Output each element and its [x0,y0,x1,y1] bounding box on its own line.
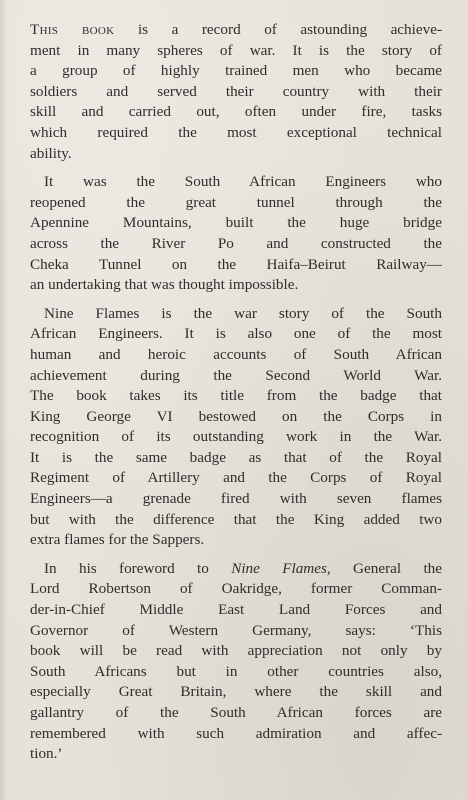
text-line: Cheka Tunnel on the Haifa–Beirut Railway— [30,255,442,273]
text-line: This book is a record of astounding achieve- [30,21,442,38]
text-line: It is the same badge as that of the Royal [30,448,442,466]
paragraph-3 [30,304,442,551]
text-line: South Africans but in other countries also, [30,662,442,680]
text-line: The book takes its title from the badge that [30,387,442,405]
text-line: In his foreword to Nine Flames, General the [44,559,442,577]
text-line: Regiment of Artillery and the Corps of Royal [30,469,442,487]
text-line: human and heroic accounts of South African [30,345,442,363]
text-line: across the River Po and constructed the [30,234,442,252]
text-line: extra flames for the Sappers. [30,531,205,549]
text-line: an undertaking that was thought impossible. [30,276,299,294]
text-line: achievement during the Second World War. [30,366,442,384]
text-line: Nine Flames is the war story of the South [44,304,442,322]
text-line: It was the South African Engineers who [44,173,442,191]
text-line: recognition of its outstanding work in the War. [30,428,442,446]
text-line: Apennine Mountains, built the huge bridge [30,214,442,232]
text-line: skill and carried out, often under fire, tasks [30,103,442,121]
text-line: a group of highly trained men who became [30,62,442,80]
text-line: King George VI bestowed on the Corps in [30,407,442,425]
book-jacket-text [30,20,442,790]
page-edge-shadow [0,0,8,800]
text-line: book will be read with appreciation not only by [30,642,442,660]
text-line: reopened the great tunnel through the [30,193,442,211]
paragraph-2 [30,172,442,296]
paragraph-1 [30,20,442,164]
text-line: ment in many spheres of war. It is the story of [30,41,442,59]
text-line: Lord Robertson of Oakridge, former Comman- [30,580,442,598]
text-line: Engineers—a grenade fired with seven flames [30,490,442,508]
lead-words: This book [30,21,115,38]
text-line: soldiers and served their country with their [30,82,442,100]
text-line: especially Great Britain, where the skill and [30,683,442,701]
text-line: which required the most exceptional technical [30,123,442,141]
text-line: gallantry of the South African forces are [30,704,442,721]
text-line: tion.’ [30,745,63,763]
text-line: der-in-Chief Middle East Land Forces and [30,601,442,619]
text-line: Governor of Western Germany, says: ‘This [30,621,442,639]
text-line: remembered with such admiration and affec- [30,724,442,742]
paragraph-4 [30,559,442,765]
text-line: African Engineers. It is also one of the most [30,325,442,343]
book-title-italic: Nine Flames [231,559,327,577]
text-line: ability. [30,144,72,162]
text-line: but with the difference that the King added two [30,510,442,528]
